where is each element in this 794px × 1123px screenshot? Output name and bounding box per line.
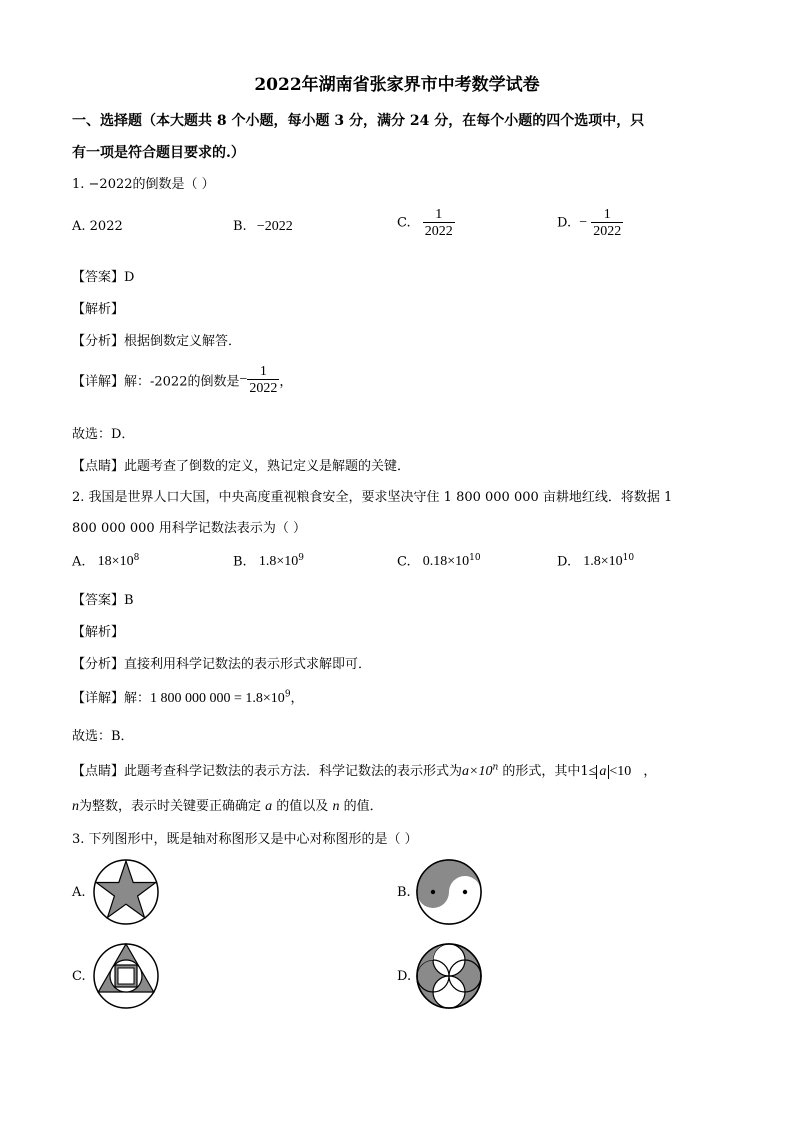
q2-detail (72, 687, 304, 707)
q1-option-b-label: B. (233, 219, 247, 234)
q1-option-c-label: C. (397, 215, 411, 231)
q2-option-d-exp: 10 (622, 553, 635, 563)
q1-analysis-label: 【解析】 (72, 302, 125, 317)
q2-dianjing-var-n: n (72, 799, 79, 814)
q3-option-b-label: B. (397, 885, 411, 900)
q1-option-d-denominator: 2022 (593, 224, 622, 239)
q2-dianjing-line2-c: 的值． (343, 799, 383, 814)
q1-dianjing: 【点睛】此题考查了倒数的定义，熟记定义是解题的关键． (72, 459, 411, 474)
q2-dianjing-le-sep: ≤ (588, 764, 597, 779)
q1-detail-denominator: 2022 (249, 381, 278, 396)
q1-option-d-numerator: 1 (603, 207, 611, 222)
q2-dianjing-line1 (72, 760, 656, 780)
q2-detail-number: 1 800 000 000 = 1.8×10 (150, 691, 285, 706)
q2-dianjing-form-exp: n (492, 762, 499, 773)
q2-fenxi: 【分析】直接利用科学记数法的表示形式求解即可． (72, 657, 372, 672)
q2-option-c-base: 0.18×10 (422, 554, 470, 570)
section-heading-line1: 一、选择题（本大题共 8 个小题，每小题 3 分，满分 24 分，在每个小题的四个选项中，只 (72, 113, 645, 129)
q2-option-d-label: D. (557, 554, 572, 570)
q1-option-c-fraction (423, 207, 455, 239)
q2-option-a-label: A. (72, 554, 86, 570)
q2-option-b-label: B. (233, 554, 247, 570)
q1-detail-fraction (247, 364, 279, 396)
q3-figure-a-star-in-circle (92, 858, 160, 926)
q2-option-b-base: 1.8×10 (258, 554, 299, 570)
q3-figure-c-triangle-square (92, 942, 160, 1010)
q1-fenxi: 【分析】根据倒数定义解答． (72, 334, 242, 349)
q1-stem: 1. −2022的倒数是（ ） (72, 177, 215, 192)
q1-option-d (557, 207, 623, 239)
q1-option-c-denominator: 2022 (424, 224, 453, 239)
q2-option-a (72, 553, 139, 570)
q3-option-a-label: A. (72, 885, 86, 900)
q2-dianjing-mid: 的形式，其中1 (502, 764, 589, 779)
q1-detail-suffix: ， (279, 374, 293, 390)
q1-option-a: A. 2022 (72, 219, 123, 234)
q2-answer: 【答案】B (72, 593, 134, 608)
q3-figure-d-four-circles (415, 942, 483, 1010)
q3-figure-b-yin-yang (415, 858, 483, 926)
q2-option-d-base: 1.8×10 (583, 554, 623, 570)
q1-detail-numerator: 1 (259, 364, 267, 379)
q1-detail-sign: − (239, 372, 248, 387)
page-title: 2022年湖南省张家界市中考数学试卷 (254, 75, 540, 95)
q1-option-d-fraction (591, 207, 623, 239)
q2-detail-prefix: 【详解】解： (72, 691, 151, 706)
q1-option-c-numerator: 1 (435, 207, 443, 222)
q1-option-b-value: −2022 (256, 219, 293, 234)
q1-detail-prefix: 【详解】解：-2022的倒数是 (72, 374, 240, 390)
q2-option-c-label: C. (397, 554, 411, 570)
q2-stem-line1: 2. 我国是世界人口大国，中央高度重视粮食安全，要求坚决守住 1 800 000 000 亩耕地红线．将数据 1 (72, 490, 673, 505)
q1-option-d-sign: − (579, 215, 588, 230)
q2-dianjing-var-a: a (265, 799, 273, 814)
q2-detail-exp: 9 (284, 689, 291, 700)
q2-dianjing-var-n2: n (332, 799, 340, 814)
q2-dianjing-abs: a (596, 765, 609, 779)
q2-option-c-exp: 10 (469, 553, 481, 563)
q1-detail (72, 364, 292, 396)
q2-dianjing-comma: ， (643, 764, 657, 779)
q1-choose: 故选：D． (72, 427, 135, 442)
q1-option-b (233, 219, 293, 235)
q2-option-c (397, 553, 481, 570)
q2-option-a-base: 18×10 (97, 554, 134, 570)
q2-detail-suffix: ， (290, 691, 304, 706)
q2-dianjing-prefix: 【点睛】此题考查科学记数法的表示方法．科学记数法的表示形式为 (72, 764, 463, 779)
q2-dianjing-line2 (72, 795, 383, 815)
q2-dianjing-lt: <10 (609, 764, 632, 779)
q2-dianjing-line2-b: 的值以及 (276, 799, 329, 814)
q2-stem-line2: 800 000 000 用科学记数法表示为（ ） (72, 521, 306, 536)
q1-option-d-label: D. (557, 215, 572, 231)
q2-option-d (557, 553, 634, 570)
q2-option-b-exp: 9 (298, 553, 304, 563)
q3-option-c-label: C. (72, 969, 86, 984)
q3-stem: 3. 下列图形中，既是轴对称图形又是中心对称图形的是（ ） (72, 832, 418, 847)
q2-choose: 故选：B． (72, 729, 134, 744)
q2-option-a-exp: 8 (133, 553, 140, 563)
q2-dianjing-line2-a: 为整数，表示时关键要正确确定 (79, 799, 262, 814)
q2-dianjing-form: a×10 (462, 764, 493, 779)
q1-answer: 【答案】D (72, 270, 135, 285)
q1-option-c (397, 207, 455, 239)
q2-analysis-label: 【解析】 (72, 625, 125, 640)
section-heading-line2: 有一项是符合题目要求的.） (72, 145, 245, 161)
q3-option-d-label: D. (397, 969, 412, 984)
q2-option-b (233, 553, 304, 570)
